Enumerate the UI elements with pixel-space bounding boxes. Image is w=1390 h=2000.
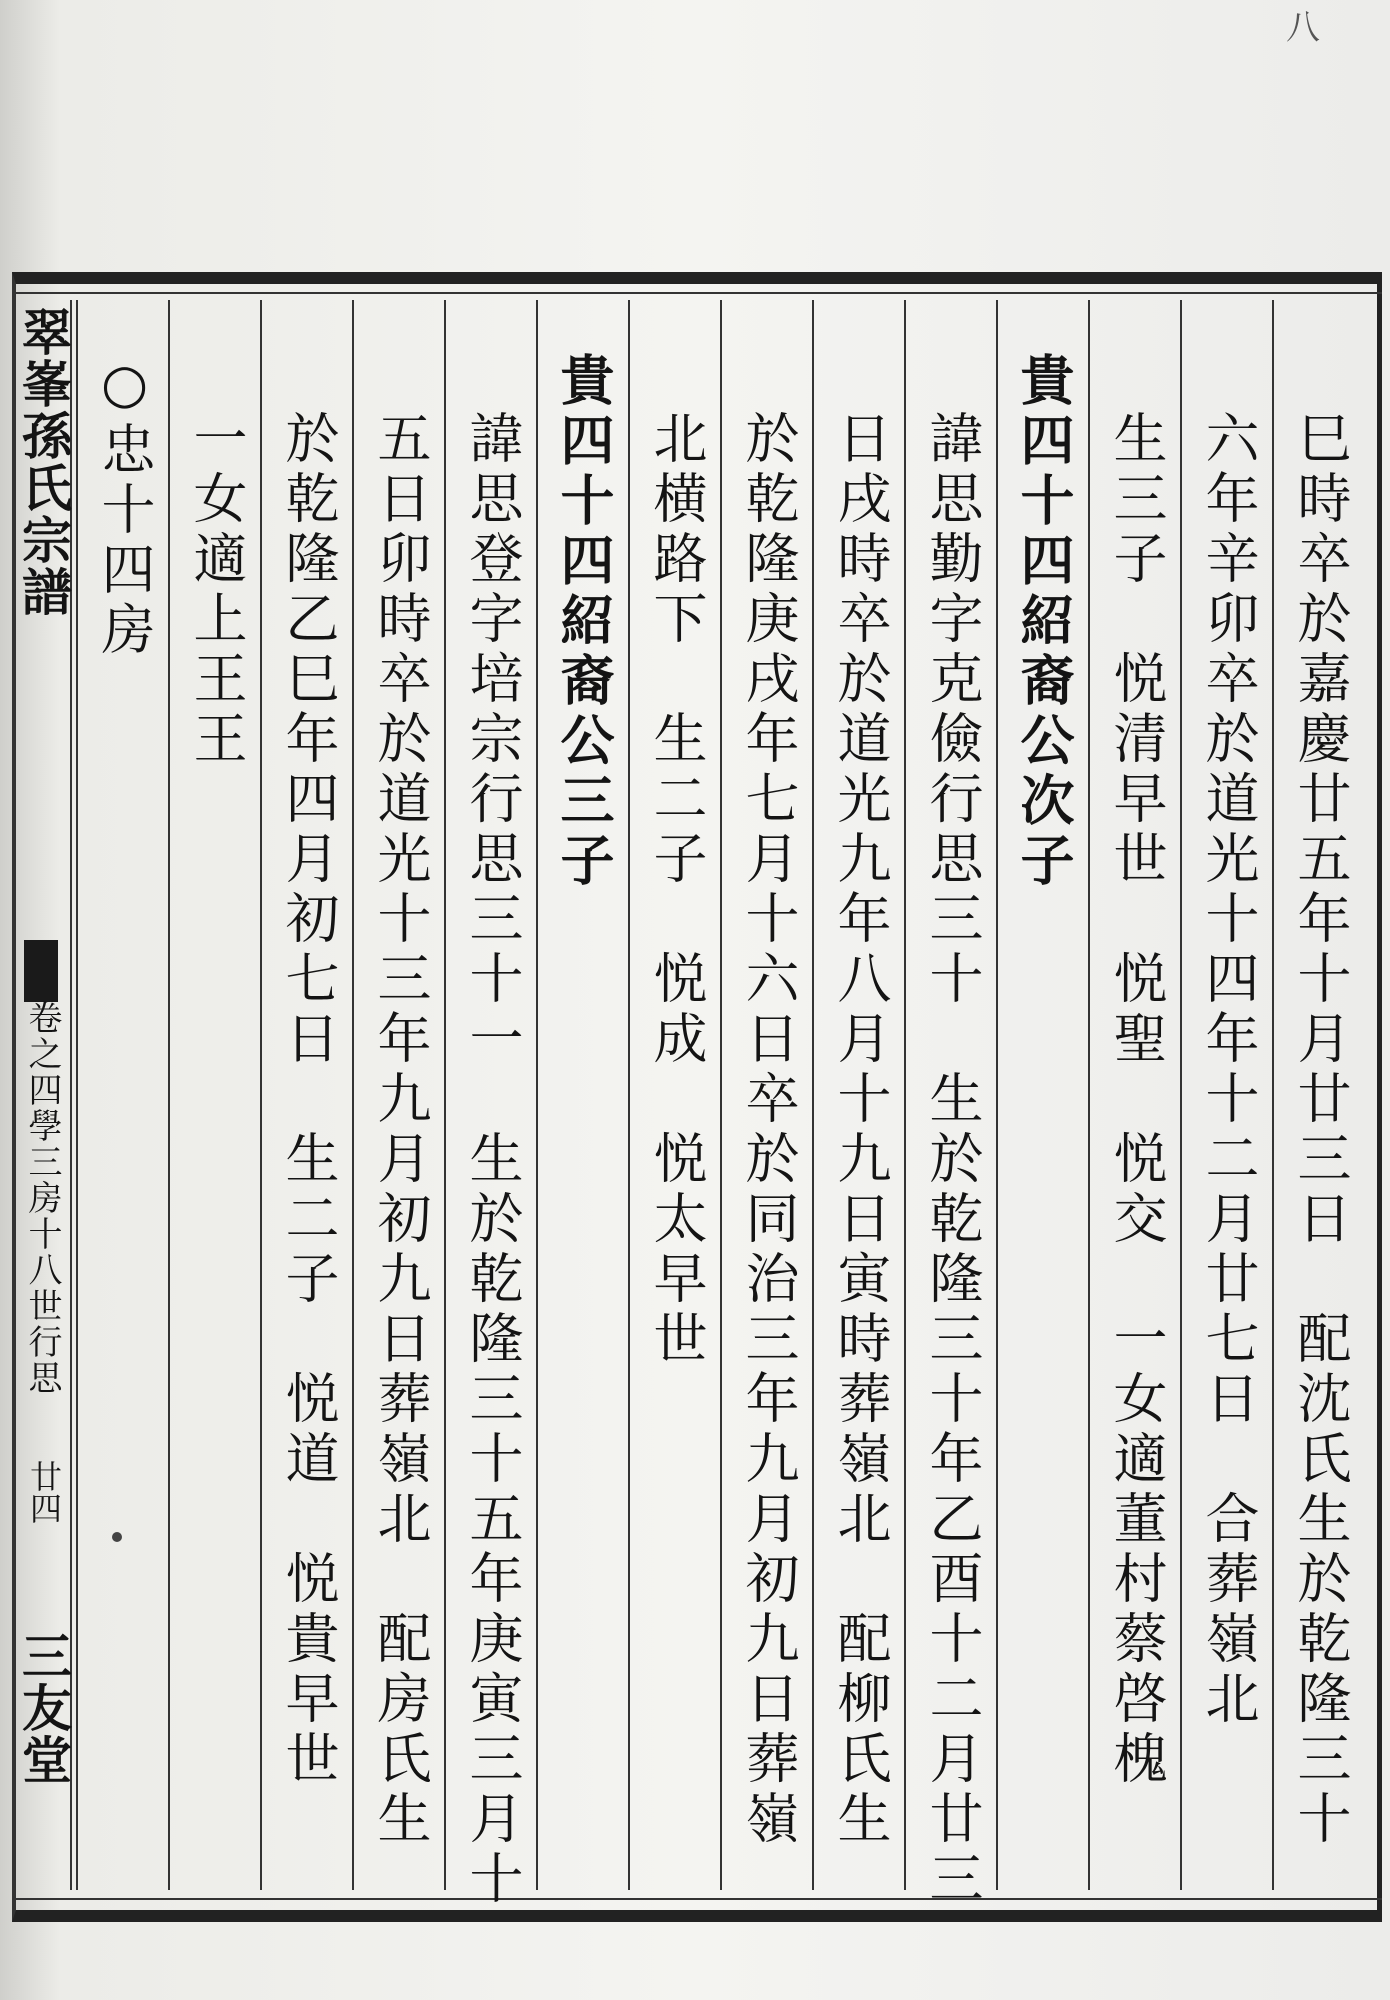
fishtail-mark: [24, 940, 58, 1002]
text-column-13: [168, 300, 260, 1890]
column-text: 諱思勤字克儉行思三十 生於乾隆三十年乙酉十二月廿三: [921, 410, 984, 1910]
text-column-2: [1180, 300, 1272, 1890]
margin-strip: [12, 300, 72, 1890]
column-text: 於乾隆乙巳年四月初七日 生二子 悦道 悦貴早世: [277, 410, 340, 1790]
text-column-10: [444, 300, 536, 1910]
section-label: 學三房十八世行思: [22, 1108, 62, 1396]
column-text: 六年辛卯卒於道光十四年十二月廿七日 合葬嶺北: [1197, 410, 1260, 1730]
column-text: 一女適上王王: [185, 410, 248, 770]
column-text: 生三子 悦清早世 悦聖 悦交 一女適董村蔡啓槐: [1105, 410, 1168, 1790]
text-column-6: [812, 300, 904, 1890]
text-column-9: [536, 300, 628, 1890]
column-text: 北横路下 生二子 悦成 悦太早世: [645, 410, 708, 1370]
ink-dot: [112, 1532, 122, 1542]
column-heading: 貴四十四紹裔公次子: [1012, 352, 1076, 892]
text-column-4: [996, 300, 1088, 1890]
text-column-14: [76, 300, 168, 1890]
text-column-3: [1088, 300, 1180, 1890]
frame-rule-bottom: [12, 1898, 1382, 1900]
column-heading: 貴四十四紹裔公三子: [552, 352, 616, 892]
volume-section-label: [22, 1000, 62, 1396]
page-number: 廿四: [25, 1460, 63, 1524]
text-column-7: [720, 300, 812, 1890]
corner-note: 八: [1286, 8, 1320, 48]
column-text: 於乾隆庚戌年七月十六日卒於同治三年九月初九日葬嶺: [737, 410, 800, 1850]
frame-rule-top: [12, 292, 1382, 294]
column-text: 諱思登字培宗行思三十一 生於乾隆三十五年庚寅三月十: [461, 410, 524, 1910]
column-text: 巳時卒於嘉慶廿五年十月廿三日 配沈氏生於乾隆三十: [1289, 410, 1352, 1850]
text-column-8: [628, 300, 720, 1890]
text-column-11: [352, 300, 444, 1890]
text-column-5: [904, 300, 996, 1910]
volume-label: 卷之四: [22, 1000, 62, 1108]
text-column-12: [260, 300, 352, 1890]
hall-name: 三友堂: [14, 1630, 73, 1786]
text-column-1: [1272, 300, 1364, 1890]
column-text: 五日卯時卒於道光十三年九月初九日葬嶺北 配房氏生: [369, 410, 432, 1850]
branch-heading: ○忠十四房: [93, 352, 156, 661]
book-title: 翠峯孫氏宗譜: [14, 306, 73, 618]
column-text: 日戌時卒於道光九年八月十九日寅時葬嶺北 配柳氏生: [829, 410, 892, 1850]
